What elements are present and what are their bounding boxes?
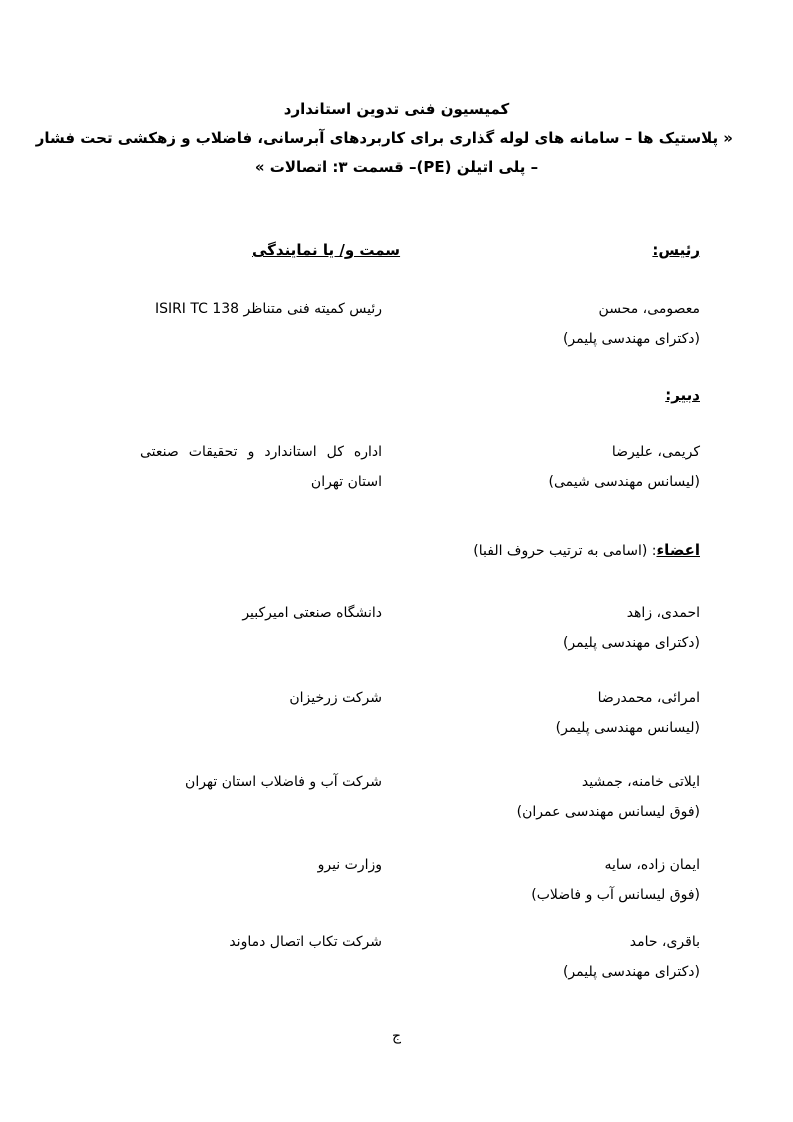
member-name-block [440, 927, 700, 987]
members-heading [473, 541, 700, 559]
secretary-entry [120, 437, 700, 497]
member-degree: (لیسانس مهندسی پلیمر) [555, 720, 700, 736]
member-name: ایمان زاده، سایه [604, 857, 700, 873]
chair-role: رئیس کمیته فنی متناظر ISIRI TC 138 [154, 301, 382, 317]
member-name: احمدی، زاهد [626, 605, 700, 621]
member-entry [120, 767, 700, 827]
committee-title [35, 95, 733, 182]
member-degree: (دکترای مهندسی پلیمر) [562, 635, 700, 651]
title-line-2: « پلاستیک ها – سامانه های لوله گذاری برای کاربردهای آبرسانی، فاضلاب و زهکشی تحت فشار [35, 129, 733, 147]
page-number: ج [391, 1028, 402, 1044]
secretary-degree: (لیسانس مهندسی شیمی) [548, 474, 700, 490]
member-role: شرکت تکاب اتصال دماوند [229, 934, 382, 950]
member-entry [120, 683, 700, 743]
member-degree: (فوق لیسانس آب و فاضلاب) [531, 887, 700, 903]
secretary-heading: دبیر: [665, 386, 700, 404]
secretary-name-block [440, 437, 700, 497]
secretary-name: کریمی، علیرضا [611, 444, 700, 460]
chair-entry [120, 294, 700, 354]
member-name-block [440, 683, 700, 743]
secretary-role: اداره کل استاندارد و تحقیقات صنعتی استان تهران [140, 444, 382, 490]
member-role: شرکت زرخیزان [289, 690, 382, 706]
title-line-3: – پلی اتیلن (PE)– قسمت ۳: اتصالات » [254, 158, 539, 176]
member-name: امرائی، محمدرضا [597, 690, 700, 706]
member-name: ایلاتی خامنه، جمشید [581, 774, 700, 790]
chair-name-block [440, 294, 700, 354]
member-entry [120, 850, 700, 910]
member-name-block [440, 850, 700, 910]
chair-heading: رئیس: [652, 241, 700, 259]
member-role: شرکت آب و فاضلاب استان تهران [185, 774, 382, 790]
position-heading: سمت و/ یا نمایندگی [252, 241, 401, 259]
members-note: : (اسامی به ترتیب حروف الفبا) [473, 543, 657, 559]
member-role: وزارت نیرو [317, 857, 382, 873]
member-degree: (فوق لیسانس مهندسی عمران) [516, 804, 700, 820]
members-label: اعضاء [656, 541, 700, 559]
member-role: دانشگاه صنعتی امیرکبیر [242, 605, 382, 621]
member-entry [120, 927, 700, 987]
chair-degree: (دکترای مهندسی پلیمر) [562, 331, 700, 347]
member-name-block [440, 598, 700, 658]
chair-name: معصومی، محسن [598, 301, 700, 317]
member-entry [120, 598, 700, 658]
member-name: باقری، حامد [629, 934, 700, 950]
member-name-block [440, 767, 700, 827]
title-line-1: کمیسیون فنی تدوین استاندارد [283, 100, 510, 118]
member-degree: (دکترای مهندسی پلیمر) [562, 964, 700, 980]
